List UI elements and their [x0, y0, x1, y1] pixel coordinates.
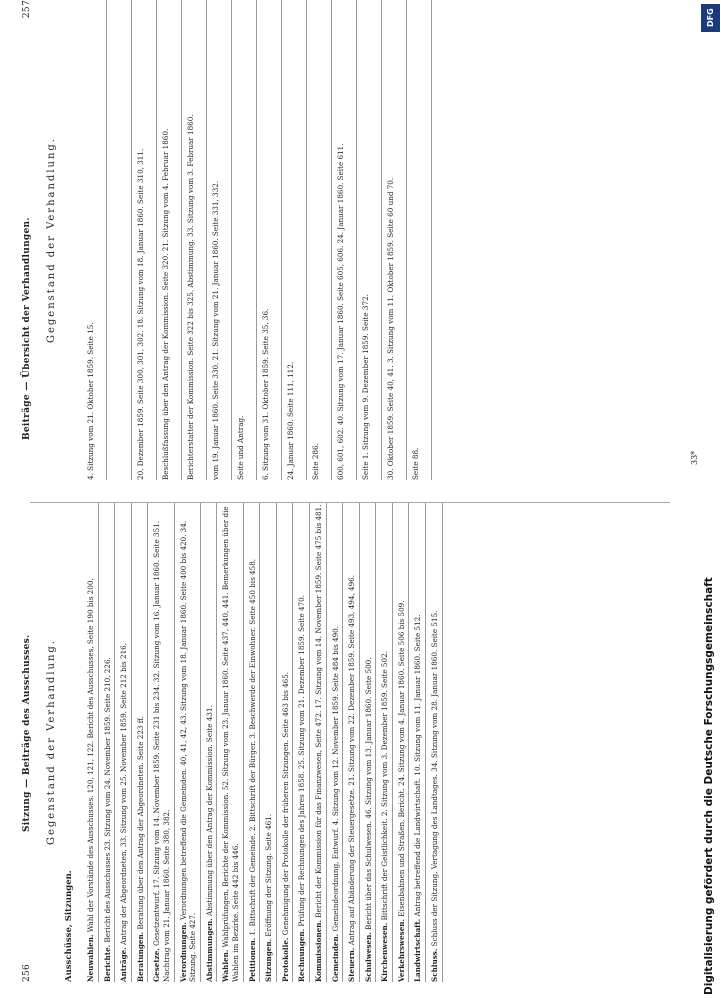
entry-keyword: Landwirtschaft. — [413, 918, 423, 982]
entry-text: Antrag betreffend die Landwirtschaft. 10. Sitzung vom 11. Januar 1860. Seite 512. — [413, 614, 423, 917]
entry-text: Berichterstatter der Kommission. Seite 322 bis 325. Abstimmung. 33. Sitzung vom 3. Februar 1860. — [186, 114, 195, 480]
entry-text: Seite 1. Sitzung vom 9. Dezember 1859. Seite 372. — [361, 294, 370, 480]
entry-keyword: Gesetze. — [152, 948, 162, 982]
entry-keyword: Anträge. — [119, 947, 129, 982]
right-running-head — [22, 0, 36, 480]
entry-text: Wahl der Vorstände des Ausschusses. 120, 121, 122. Bericht des Ausschusses, Seite 190 bis 200. — [86, 578, 95, 933]
ledger-entry — [136, 0, 157, 480]
ledger-entry — [86, 502, 99, 982]
entry-text: Antrag der Abgeordneten, 33. Sitzung vom 25. November 1859. Seite 212 bis 216. — [119, 642, 129, 946]
ledger-entry — [336, 0, 357, 480]
entry-keyword: Verkehrswesen. — [396, 919, 406, 982]
entry-text: Beratung über den Antrag der Abgeordneten. Seite 223 ff. — [135, 716, 145, 930]
right-section-title: Gegenstand der Verhandlung. — [46, 137, 57, 343]
entry-text: 20. Dezember 1859. Seite 300, 301, 302. 18. Sitzung vom 18. Januar 1860. Seite 310, 311. — [136, 148, 145, 480]
entry-text: Seite und Antrag. — [236, 415, 245, 480]
ledger-entry — [179, 502, 201, 982]
entry-text: Verordnungen betreffend die Gemeinden. 40, 41, 42, 43. Sitzung vom 18. Januar 1860. Seite 400 bis 420. 34. Sitzung. Seite 427. — [178, 520, 198, 982]
entry-text: 30. Oktober 1859. Seite 40, 41. 3. Sitzung vom 11. Oktober 1859. Seite 60 und 70. — [386, 177, 395, 480]
entry-keyword: Protokolle. — [280, 937, 290, 982]
left-section-title: Gegenstand der Verhandlung. — [46, 639, 57, 845]
entry-keyword: Schulwesen. — [363, 932, 373, 982]
entry-text: 1. Bittschrift der Gemeinde. 2. Bittschrift der Bürger. 3. Beschwerde der Einwohner. Seite 450 bis 458. — [247, 558, 257, 936]
entry-keyword: Beratungen. — [135, 931, 145, 982]
entry-text: Schluss der Sitzung, Vertagung des Landtages. 34. Sitzung vom 28. Januar 1860. Seite 515. — [430, 610, 440, 947]
left-page-number: 256 — [22, 963, 32, 982]
entry-text: 24. Januar 1860. Seite 111, 112. — [286, 361, 295, 480]
right-page-number: 257 — [22, 0, 32, 19]
entry-text: Bericht der Kommission für das Finanzwesen, Seite 472. 17. Sitzung vom 14. November 1859. Seite 475 bis 481. — [313, 504, 323, 918]
entry-keyword: Rechnungen. — [297, 928, 307, 982]
ledger-entry — [331, 502, 344, 982]
right-page — [0, 0, 700, 480]
ledger-entry — [386, 0, 407, 480]
entry-text: Wahlprüfungen, Berichte der Kommission. 52. Sitzung vom 23. Januar 1860. Seite 437, 440, 441. Bemerkungen über die Wahlen im Bezirke. Seite 442 bis 446. — [221, 506, 240, 982]
ledger-entry — [186, 0, 207, 480]
entry-keyword: Steuern. — [347, 947, 357, 982]
entry-text: Bittschrift der Geistlichkeit. 2. Sitzung vom 3. Dezember 1859. Seite 502. — [380, 651, 390, 921]
ledger-header: Ausschüsse, Sitzungen. — [64, 870, 74, 982]
right-running-head-title: Beiträge — Übersicht der Verhandlungen. — [22, 217, 32, 440]
right-entry-list — [86, 0, 436, 480]
left-page — [0, 502, 700, 982]
entry-keyword: Neuwahlen. — [86, 934, 95, 982]
entry-text: Eisenbahnen und Straßen, Bericht. 24. Sitzung vom 4. Januar 1860. Seite 506 bis 509. — [396, 600, 406, 917]
ledger-entry — [411, 0, 432, 480]
left-entry-list — [86, 502, 447, 982]
ledger-entry — [281, 502, 294, 982]
left-running-head-title: Sitzung — Beiträge des Ausschusses. — [22, 634, 32, 832]
signature-mark: 33* — [690, 450, 699, 465]
ledger-entry — [311, 0, 332, 480]
entry-text: Eröffnung der Sitzung. Seite 461. — [264, 813, 274, 937]
ledger-entry — [286, 0, 307, 480]
entry-text: Genehmigung der Protokolle der früheren Sitzungen. Seite 463 bis 465. — [280, 671, 290, 936]
entry-text: 6. Sitzung vom 31. Oktober 1859. Seite 35, 36. — [261, 308, 270, 480]
entry-text: 600, 601, 602. 40. Sitzung vom 17. Januar 1860. Seite 605, 606. 24. Januar 1860. Seite 611. — [336, 143, 345, 480]
entry-keyword: Gemeinden. — [330, 933, 340, 982]
entry-keyword: Sitzungen. — [264, 938, 274, 982]
ledger-entry — [211, 0, 232, 480]
gutter-divider — [30, 502, 670, 503]
entry-text: Seite 286. — [311, 443, 320, 480]
entry-text: Gemeindeordnung, Entwurf. 4. Sitzung vom 12. November 1859. Seite 484 bis 490. — [330, 625, 340, 932]
entry-text: Seite 88. — [411, 447, 420, 480]
ledger-entry — [397, 502, 410, 982]
entry-text: Abstimmung über den Antrag der Kommission. Seite 431. — [204, 705, 214, 917]
ledger-entry — [161, 0, 182, 480]
digitization-sidebar — [700, 0, 721, 1000]
left-running-head — [22, 502, 36, 982]
ledger-entry — [136, 502, 149, 982]
entry-keyword: Schluss. — [430, 948, 440, 982]
ledger-entry — [347, 502, 360, 982]
ledger-entry — [297, 502, 310, 982]
entry-text: Prüfung der Rechnungen des Jahres 1858. 25. Sitzung vom 21. Dezember 1859. Seite 470. — [297, 594, 307, 927]
ledger-entry — [314, 502, 327, 982]
ledger-entry — [430, 502, 443, 982]
dfg-logo-badge: DFG — [701, 4, 720, 32]
digitization-credit: Digitalisierung gefördert durch die Deutsche Forschungsgemeinschaft — [703, 577, 715, 995]
ledger-entry — [248, 502, 261, 982]
ledger-entry — [261, 0, 282, 480]
entry-text: Bericht des Ausschusses 23. Sitzung vom 24. November 1859. Seite 210, 226. — [102, 657, 112, 943]
entry-text: Beschlußfassung über den Antrag der Kommission. Seite 320. 21. Sitzung vom 4. Februar 1860. — [161, 128, 170, 480]
ledger-entry — [380, 502, 393, 982]
ledger-entry — [236, 0, 257, 480]
ledger-entry — [205, 502, 218, 982]
ledger-entry — [111, 0, 132, 480]
ledger-entry — [152, 502, 174, 982]
entry-keyword: Kommissionen. — [313, 920, 323, 982]
entry-keyword: Petitionen. — [247, 937, 257, 982]
entry-text: Gesetzentwurf, 17. Sitzung vom 14. November 1859. Seite 231 bis 234. 32. Sitzung vom 16. Januar 1860. Seite 351. Nachtrag vom 21. Januar 1860. Seite 380, 382. — [152, 520, 171, 982]
ledger-entry — [103, 502, 116, 982]
ledger-entry — [364, 502, 377, 982]
entry-text: Bericht über das Schulwesen. 46. Sitzung vom 13. Januar 1860. Seite 500. — [363, 657, 373, 930]
entry-text: 4. Sitzung vom 21. Oktober 1859. Seite 15. — [86, 322, 95, 480]
ledger-entry — [361, 0, 382, 480]
ledger-entry — [86, 0, 107, 480]
entry-keyword: Berichte. — [102, 944, 112, 982]
entry-keyword: Wahlen. — [221, 949, 231, 982]
entry-text: vom 19. Januar 1860. Seite 330. 21. Sitzung vom 21. Januar 1860. Seite 331, 332. — [211, 180, 220, 480]
ledger-entry — [221, 502, 243, 982]
ledger-entry — [264, 502, 277, 982]
entry-text: Antrag auf Abänderung der Steuergesetze. 21. Sitzung vom 22. Dezember 1859. Seite 493, 494, 496. — [347, 574, 357, 946]
entry-keyword: Kirchenwesen. — [380, 922, 390, 982]
ledger-entry — [119, 502, 132, 982]
ledger-entry — [413, 502, 426, 982]
entry-keyword: Abstimmungen. — [204, 918, 214, 982]
entry-keyword: Verordnungen. — [178, 922, 188, 982]
